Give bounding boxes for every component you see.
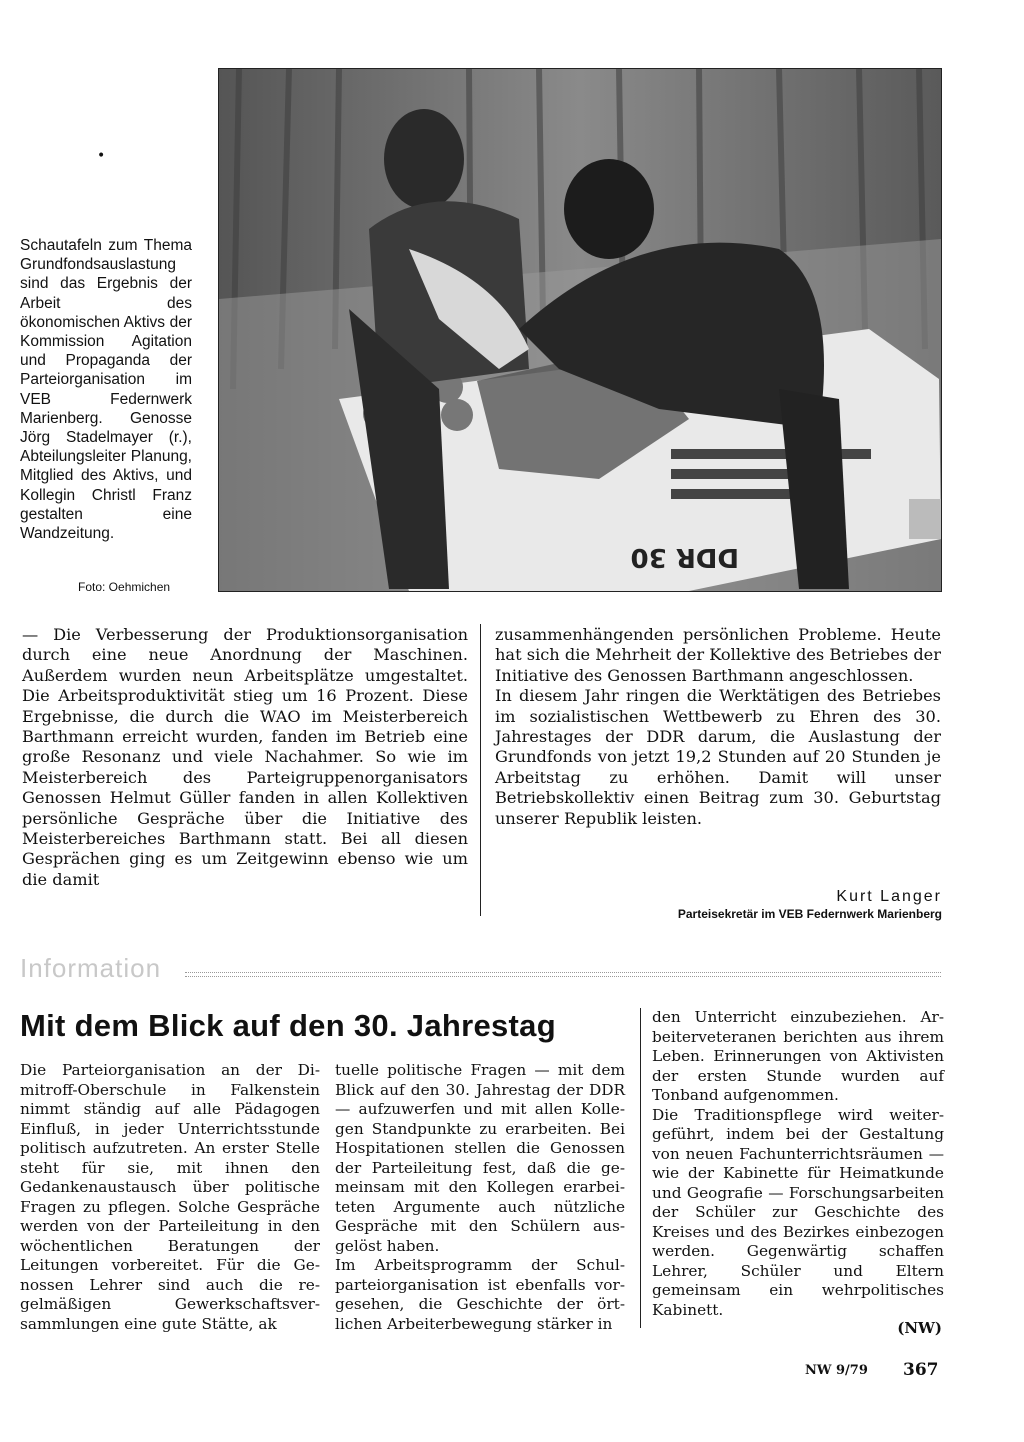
article2-paragraph-3: Im Arbeitsprogramm der Schulparteiorganisation ist ebenfalls vorgesehen, die Geschichte der örtlichen Arbeiterbewegung stärker in xyxy=(335,1256,625,1333)
issue-number: NW 9/79 xyxy=(805,1363,868,1378)
article2-signature: (NW) xyxy=(897,1319,942,1337)
photo-illustration xyxy=(219,69,941,591)
article1-author: Kurt Langer xyxy=(836,888,942,905)
section-label: Information xyxy=(20,953,162,983)
article1-paragraph-1: — Die Verbesserung der Produktionsorganisation durch eine neue Anordnung der Maschinen. Außerdem wurden neun Arbeitsplätze umgestaltet. Die Arbeitsproduktivität stieg um 16 Prozent. Diese Ergebnisse, die durch die WAO im Meisterbereich Barthmann erreicht wurden, fanden im Betrieb eine große Resonanz und viele Nachahmer. So wie im Meisterbereich des Parteigruppenorganisators Genossen Helmut Güller fanden in allen Kollektiven persönliche Gespräche über die Initiative des Meisterbereiches Barthmann statt. Bei all diesen Gesprächen ging es um Zeitgewinn ebenso wie um die damit xyxy=(22,625,468,889)
photo xyxy=(218,68,942,592)
article2-column-2 xyxy=(335,1061,625,1334)
photo-caption: Schautafeln zum Thema Grundfondsauslastung sind das Ergebnis der Arbeit des ökonomischen Aktivs der Kommission Agitation und Propaganda der Parteiorganisation im VEB Federnwerk Marienberg. Genosse Jörg Stadelmayer (r.), Abteilungsleiter Planung, Mitglied des Aktivs, und Kollegin Christl Franz gestalten eine Wandzeitung. xyxy=(20,237,192,543)
article2-paragraph-4: den Unterricht einzubeziehen. Arbeiterveteranen berichten aus ihrem Leben. Erinnerungen von Aktivisten der ersten Stunde wurden auf Tonband aufgenommen. xyxy=(652,1008,944,1104)
page-number: 367 xyxy=(903,1360,939,1380)
board-label: DDR 30 xyxy=(630,542,739,572)
article1-column-2 xyxy=(495,625,941,829)
article1-paragraph-2: zusammenhängenden persönlichen Probleme. Heute hat sich die Mehrheit der Kollektive des Betriebes der Initiative des Genossen Barthmann angeschlossen. xyxy=(495,625,941,685)
article2-paragraph-1: Die Parteiorganisation an der Dimitroff-Oberschule in Falkenstein nimmt ständig auf alle Pädagogen Einfluß, in jeder Unterrichtsstunde politisch aufzutreten. An erster Stelle steht für sie, mit ihnen den Gedankenaustausch über politische Fragen zu pflegen. Solche Gespräche werden von der Parteileitung in den wöchentlichen Beratungen der Leitungen vorbereitet. Für die Genossen Lehrer sind auch die regelmäßigen Gewerkschaftsversammlungen eine gute Stätte, ak xyxy=(20,1061,320,1333)
article2-headline: Mit dem Blick auf den 30. Jahrestag xyxy=(20,1008,556,1043)
article1-paragraph-3: In diesem Jahr ringen die Werktätigen des Betriebes im sozialistischen Wettbewerb zu Ehren des 30. Jahrestages der DDR darum, die Auslastung der Grundfonds von jetzt 19,2 Stunden auf 20 Stunden je Arbeitstag zu erhöhen. Damit will unser Betriebskollektiv einen Beitrag zum 30. Geburtstag unserer Republik leisten. xyxy=(495,686,941,828)
article2-paragraph-2: tuelle politische Fragen — mit dem Blick auf den 30. Jahrestag der DDR — aufzuwerfen und mit allen Kollegen Standpunkte zu erarbeiten. Bei Hospitationen stellen die Genossen der Parteileitung fest, daß die gemeinsam mit den Kollegen erarbeiteten Argumente auch nützliche Gespräche mit den Schülern ausgelöst haben. xyxy=(335,1061,625,1255)
section-divider xyxy=(185,972,941,977)
column-divider xyxy=(480,624,481,916)
article2-column-3 xyxy=(652,1008,944,1320)
bullet-mark: • xyxy=(97,148,106,164)
photo-credit: Foto: Oehmichen xyxy=(78,580,171,594)
article1-author-role: Parteisekretär im VEB Federnwerk Marienberg xyxy=(677,907,942,921)
article1-column-1 xyxy=(22,625,468,890)
column-divider xyxy=(640,1008,641,1328)
article2-paragraph-5: Die Traditionspflege wird weitergeführt, indem bei der Gestaltung von neuen Fachunterrichtsräumen — wie der Kabinette für Heimatkunde und Geografie — Forschungsarbeiten der Schüler zur Geschichte des Kreises und des Bezirkes einbezogen werden. Gegenwärtig schaffen Lehrer, Schüler und Eltern gemeinsam ein wehrpolitisches Kabinett. xyxy=(652,1105,944,1319)
article2-column-1 xyxy=(20,1061,320,1334)
